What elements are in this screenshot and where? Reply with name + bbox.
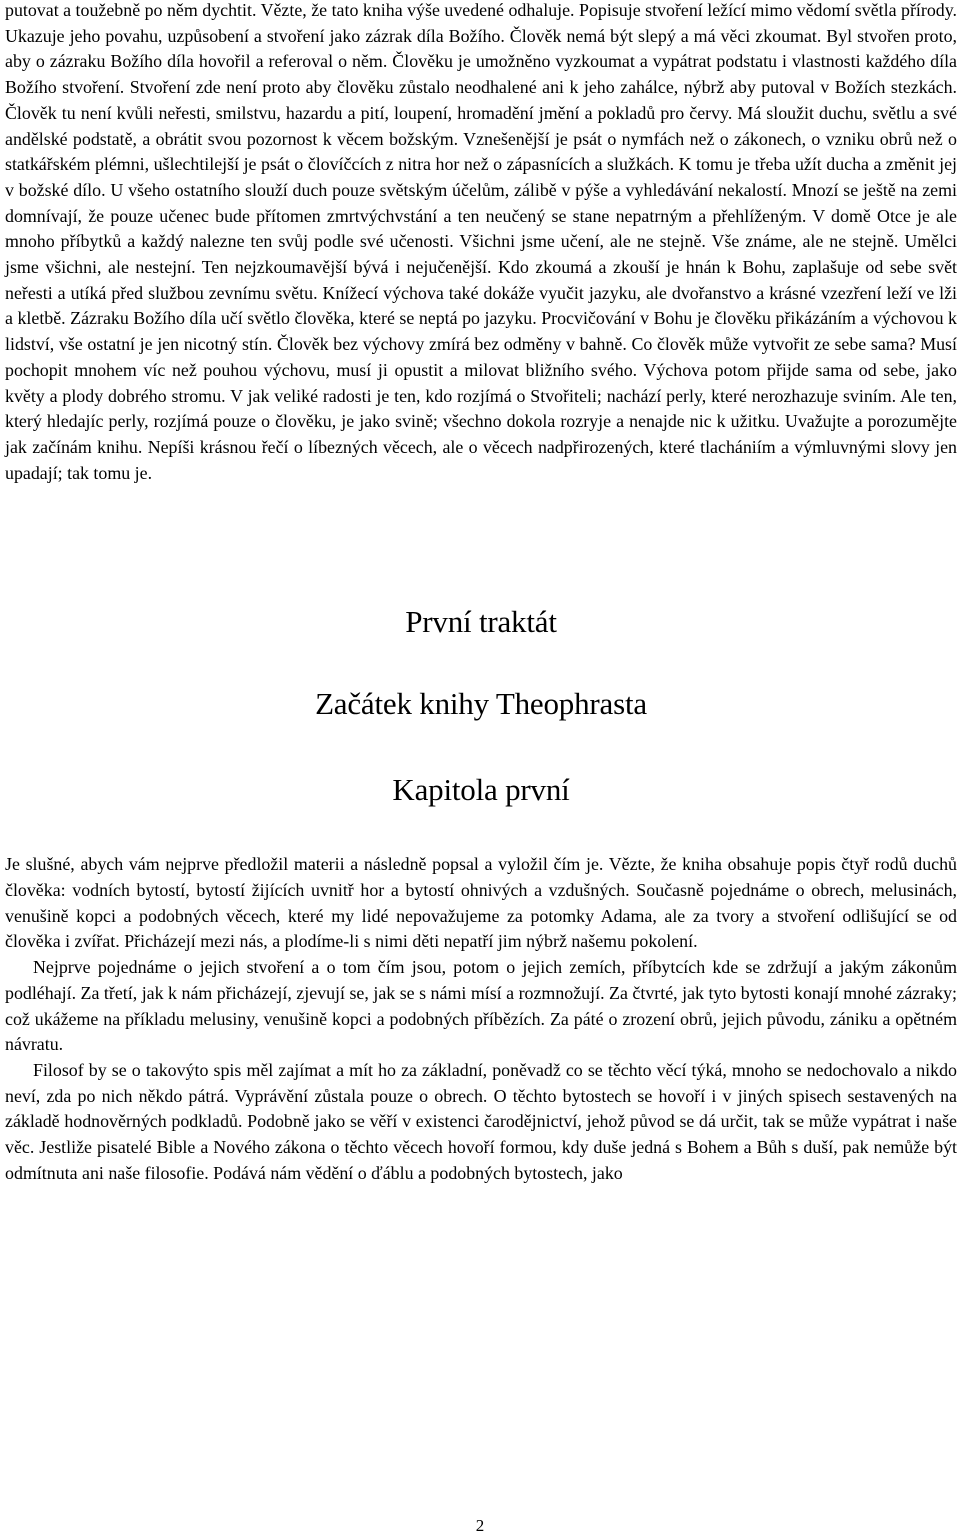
document-page [5,0,957,1187]
chapter-title: Kapitola první [392,772,570,808]
chapter-paragraph: Nejprve pojednáme o jejich stvoření a o tom čím jsou, potom o jejich zemích, příbytcích kde se zdržují a jakým zákonům podléhají. Za třetí, jak k nám přicházejí, zjevují se, jak se s námi mísí a rozmnožují. Za čtvrté, jak tyto bytosti konají mnohé zázraky; což ukážeme na příkladu melusiny, venušině kopci a podobných příbězích. Za páté o zrození obrů, jejich původu, zániku a opětném návratu. [5,957,957,1055]
treatise-title: První traktát [405,604,557,640]
intro-paragraph: putovat a toužebně po něm dychtit. Vězte, že tato kniha výše uvedené odhaluje. Popisuje stvoření ležící mimo vědomí světla přírody. Ukazuje jeho povahu, uzpůsobení a stvoření jako zázrak díla Božího. Člověk nemá být slepý a má věci zkoumat. Byl stvořen proto, aby o zázraku Božího díla hovořil a referoval o něm. Člověku je umožněno vyzkoumat a vypátrat podstatu i vlastnosti každého díla Božího stvoření. Stvoření zde není proto aby člověku zůstalo neodhalené ani k jeho zahálce, nýbrž aby putoval v Božích stezkách. Člověk tu není kvůli neřesti, smilstvu, hazardu a pití, loupení, hromadění jmění a pokladů pro červy. Má sloužit duchu, světlu a své andělské podstatě, a obrátit svou pozornost k věcem božským. Vznešenější je psát o nymfách než o zákonech, o vzniku obrů než o statkářském plémni, ušlechtilejší je psát o človíčcích z nitra hor než o zápasnících a služkách. K tomu je třeba užít ducha a změnit jej v božské dílo. U všeho ostatního slouží duch pouze světským účelům, zálibě v pýše a vyhledávání nekalostí. Mnozí se ještě na zemi domnívají, že pouze učenec bude přítomen zmrtvýchvstání a ten neučený se stane nepatrným a přehlíženým. V domě Otce je ale mnoho příbytků a každý nalezne ten svůj podle své učenosti. Všichni jsme učení, ale ne stejně. Vše známe, ale ne stejně. Umělci jsme všichni, ale nestejní. Ten nejzkoumavější bývá i nejučenější. Kdo zkoumá a zkouší je hnán k Bohu, zaplašuje od sebe svět neřesti a utíká před službou zevnímu světu. Knížecí výchova také dokáže vyučit jazyku, ale dvořanstvo a krásné vzezření leží ve lži a kletbě. Zázraku Božího díla učí světlo člověka, které se neptá po jazyku. Procvičování v Bohu je člověku přikázáním a výchovou k lidství, vše ostatní je jen nicotný stín. Člověk bez výchovy zmírá bez odměny v bahně. Co člověk může vytvořit ze sebe sama? Musí pochopit mnohem víc než pouhou výchovu, musí ji opustit a milovat bližního svého. Výchova potom přijde sama od sebe, jako květy a plody dobrého stromu. V jak veliké radosti je ten, kdo rozjímá o Stvořiteli; nachází perly, které nerozhazuje sviním. Ale ten, který hledajíc perly, rozjímá pouze o člověku, je jako svině; všechno dokola rozryje a nenajde nic k užitku. Uvažujte a porozumějte jak začínám knihu. Nepíši krásnou řečí o líbezných věcech, ale o věcech nadpřirozených, které tlachániím a výmluvnými slovy jen upadají; tak tomu je. [5,0,957,483]
book-title: Začátek knihy Theophrasta [315,686,647,722]
page-number: 2 [475,1516,485,1535]
chapter-paragraph: Filosof by se o takovýto spis měl zajímat a mít ho za základní, poněvadž co se těchto věcí týká, mnoho se nedochovalo a nikdo neví, zda po nich někdo pátrá. Vyprávění zůstala pouze o obrech. O těchto bytostech se hovoří i v jiných spisech sestavených na základě hodnověrných podkladů. Podobně jako se věří v existenci čarodějnictví, jehož původ se dá určit, tak se může vypátrat i naše věc. Jestliže pisatelé Bible a Nového zákona o těchto věcech hovoří formou, kdy duše jedná s Bohem a Bůh s duší, pak nemůže být odmítnuta ani naše filosofie. Podává nám vědění o ďáblu a podobných bytostech, jako [5,1059,957,1183]
chapter-paragraph: Je slušné, abych vám nejprve předložil materii a následně popsal a vyložil čím je. Vězte, že kniha obsahuje popis čtyř rodů duchů člověka: vodních bytostí, bytostí žijících uvnitř hor a bytostí ohnivých a vzdušných. Současně pojednáme o obrech, melusinách, venušině kopci a podobných věcech, které my lidé nepovažujeme za potomky Adama, ale za tvory a stvoření odlišující se od člověka i zvířat. Přicházejí mezi nás, a plodíme-li s nimi děti nepatří jim nýbrž našemu pokolení. [5,854,957,952]
